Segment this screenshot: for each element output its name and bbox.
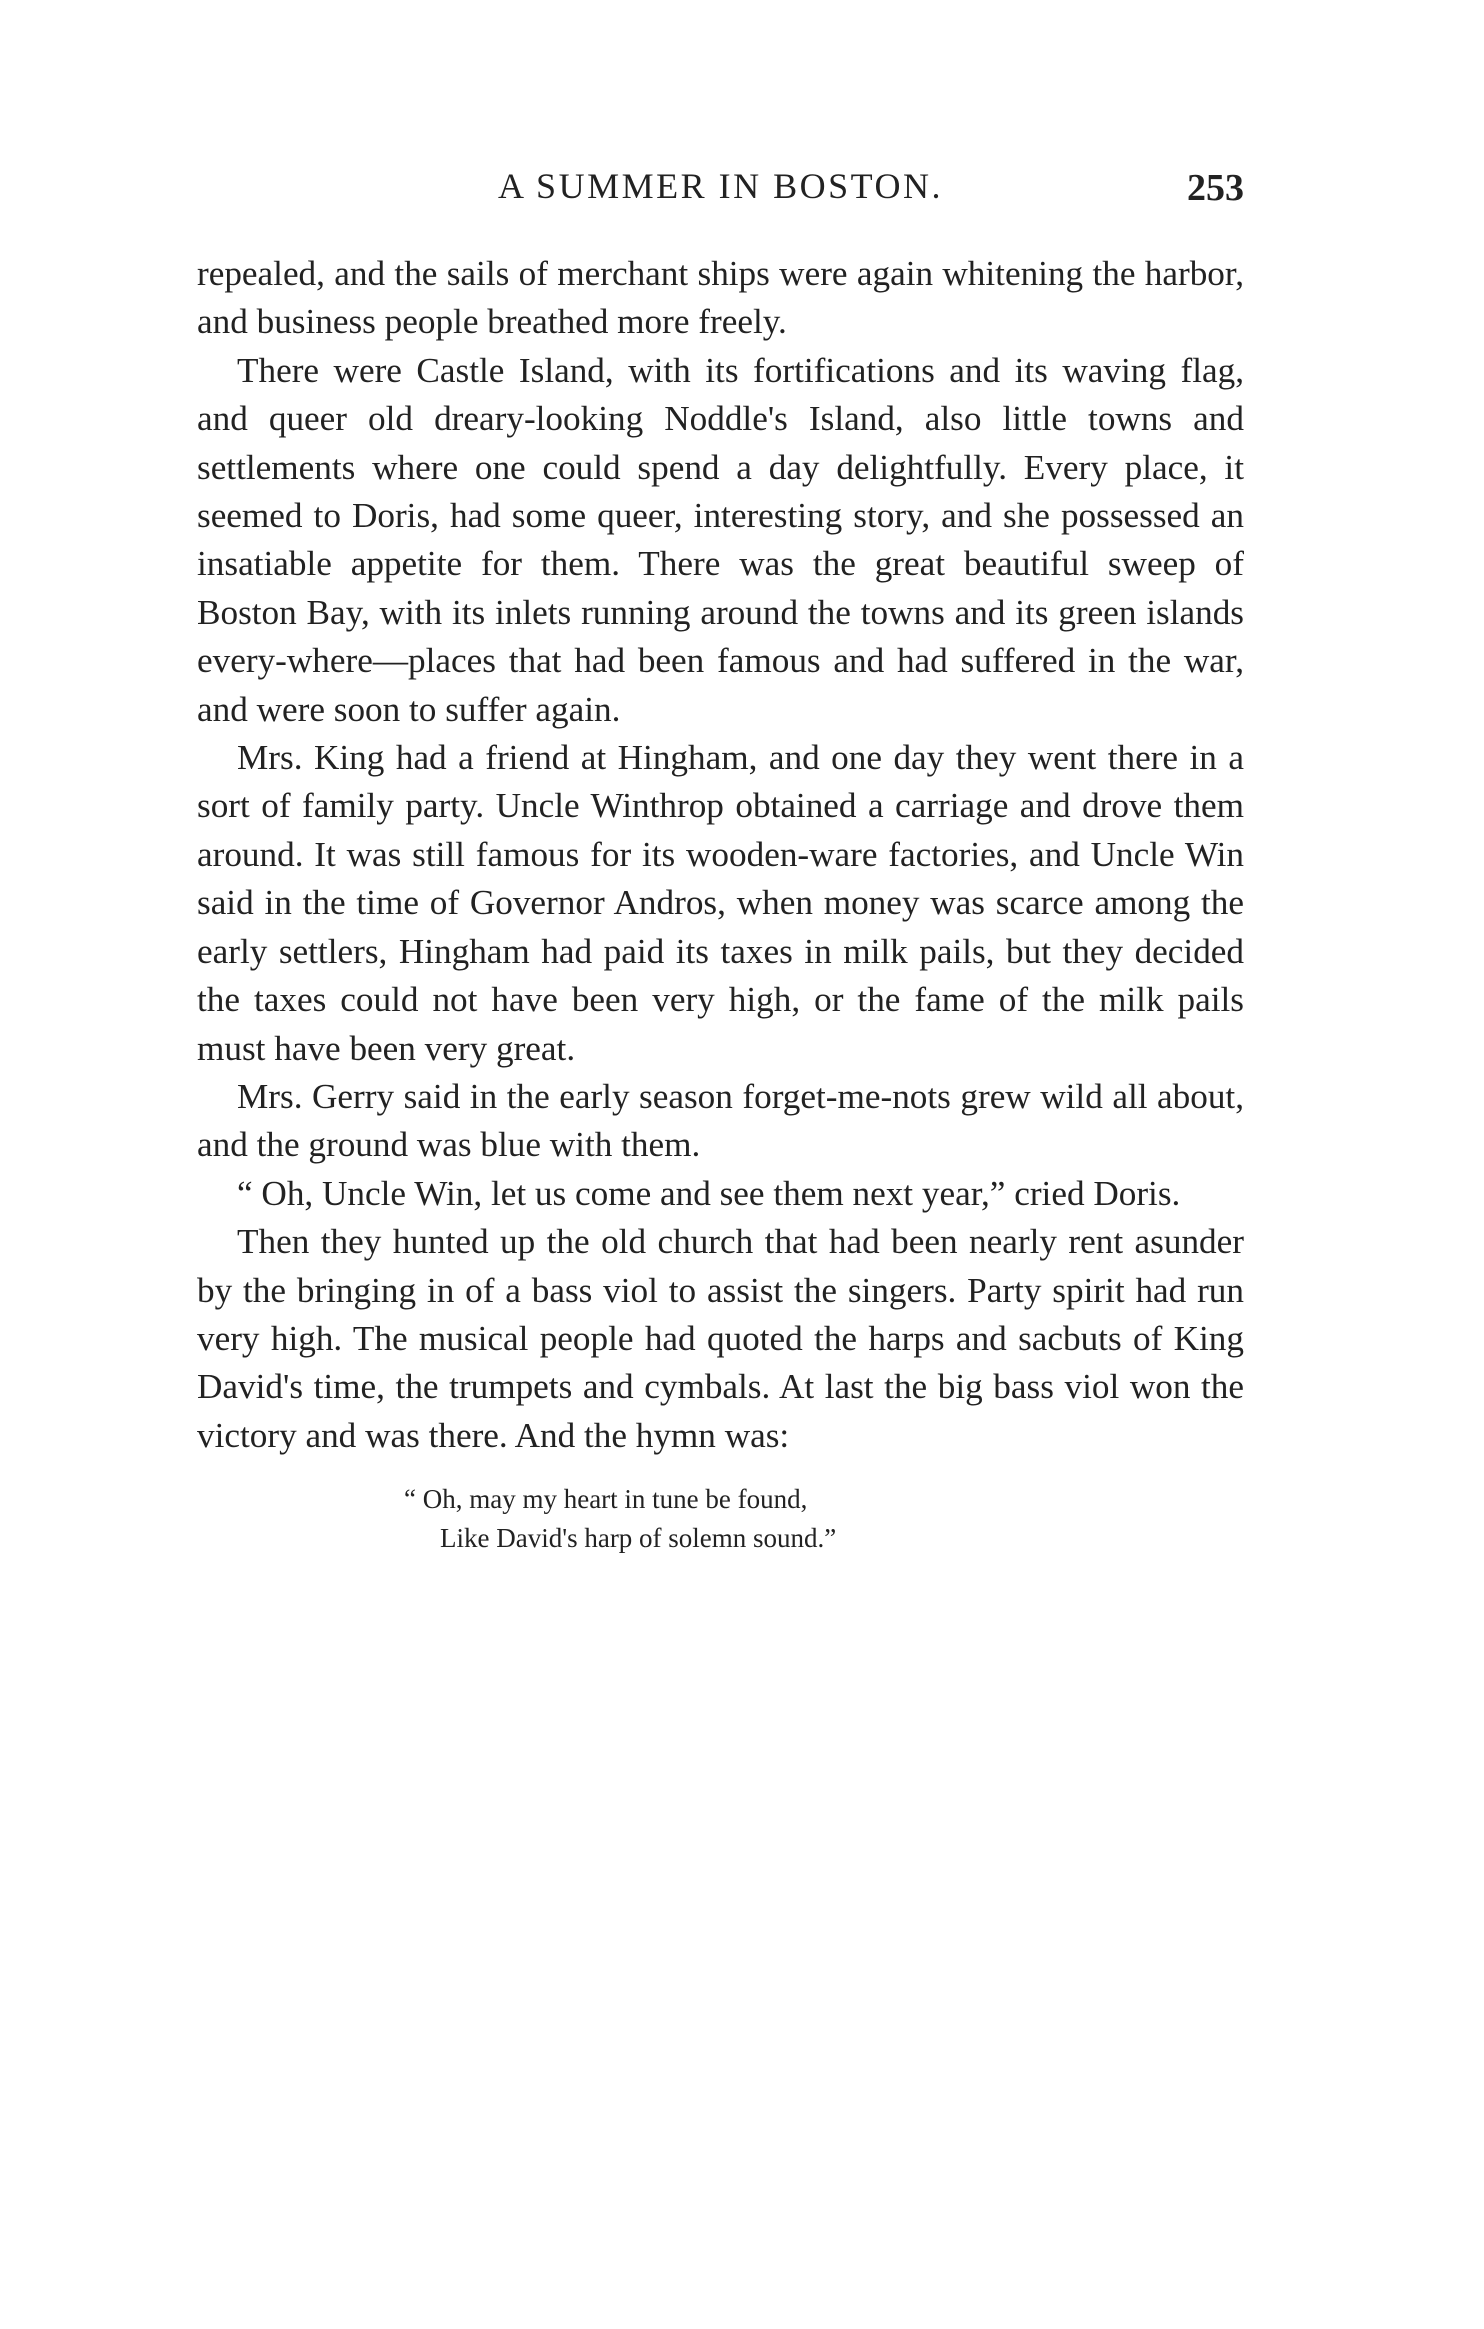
verse-line: Like David's harp of solemn sound.” <box>440 1523 837 1554</box>
paragraph: Mrs. Gerry said in the early season forget-me-nots grew wild all about, and the ground was blue with them. <box>197 1076 1244 1165</box>
body-text <box>197 250 1244 1558</box>
hymn-verse <box>404 1480 1244 1558</box>
page-header <box>197 160 1244 212</box>
page-number: 253 <box>1187 167 1244 209</box>
verse-line: “ Oh, may my heart in tune be found, <box>404 1484 808 1515</box>
paragraph: Mrs. King had a friend at Hingham, and one day they went there in a sort of family party. Uncle Winthrop obtained a carriage and drove them around. It was still famous for its wooden-ware factories, and Uncle Win said in the time of Governor Andros, when money was scarce among the early settlers, Hingham had paid its taxes in milk pails, but they decided the taxes could not have been very high, or the fame of the milk pails must have been very great. <box>197 738 1244 1068</box>
running-title: A SUMMER IN BOSTON. <box>498 166 943 206</box>
paragraph: There were Castle Island, with its fortifications and its waving flag, and queer old dreary-looking Noddle's Island, also little towns and settlements where one could spend a day delightfully. Every place, it seemed to Doris, had some queer, interesting story, and she possessed an insatiable appetite for them. There was the great beautiful sweep of Boston Bay, with its inlets running around the towns and its green islands every-where—places that had been famous and had suffered in the war, and were soon to suffer again. <box>197 350 1244 729</box>
paragraph: “ Oh, Uncle Win, let us come and see them next year,” cried Doris. <box>237 1173 1181 1213</box>
paragraph: Then they hunted up the old church that had been nearly rent asunder by the bringing in of a bass viol to assist the singers. Party spirit had run very high. The musical people had quoted the harps and sacbuts of King David's time, the trumpets and cymbals. At last the big bass viol won the victory and was there. And the hymn was: <box>197 1222 1244 1455</box>
paragraph: repealed, and the sails of merchant ships were again whitening the harbor, and business people breathed more freely. <box>197 254 1244 342</box>
